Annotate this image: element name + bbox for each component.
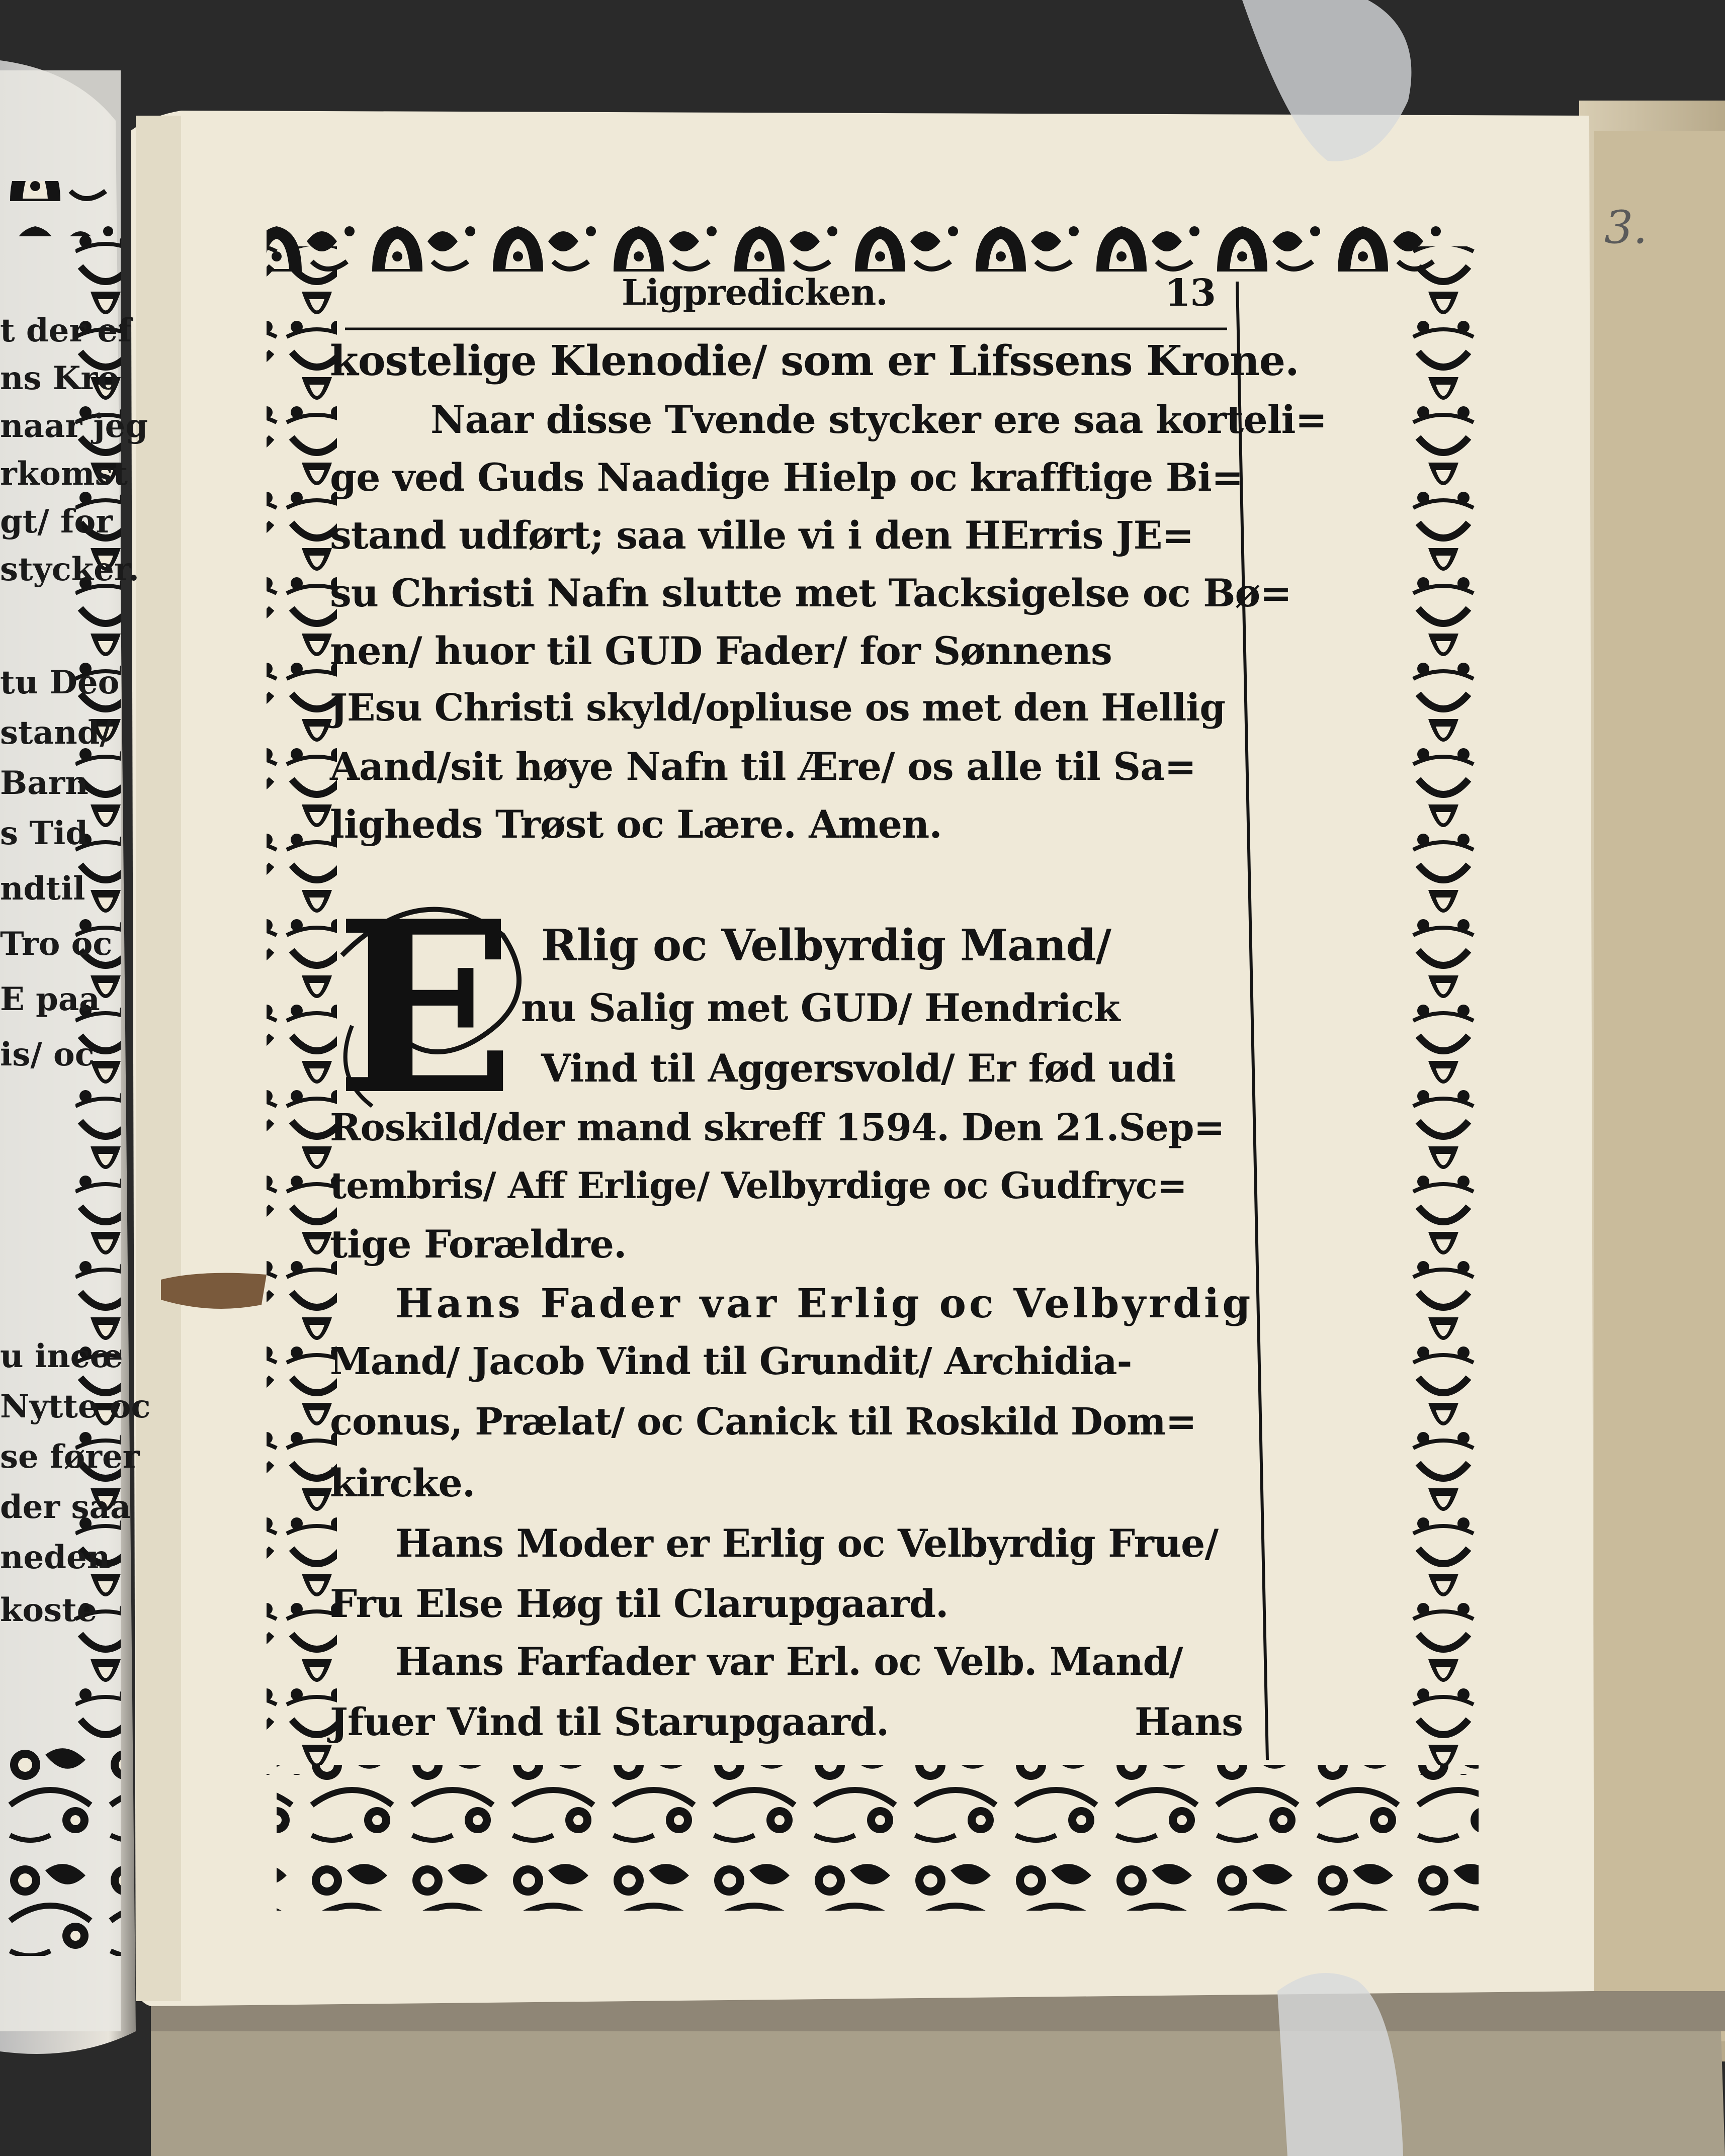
text-line: Jfuer Vind til Starupgaard.: [330, 1699, 889, 1744]
drop-cap: E: [335, 869, 515, 1147]
text-line: nen/ huor til GUD Fader/ for Sønnens: [330, 628, 1112, 673]
left-page-text: [0, 312, 151, 1820]
catchword: Hans: [1135, 1699, 1243, 1744]
left-line: Tro oc: [0, 925, 113, 963]
text-line: Naar disse Tvende stycker ere saa korteli=: [430, 397, 1327, 442]
text-line: stand udført; saa ville vi i den HErris JE=: [330, 513, 1194, 558]
text-line: Aand/sit høye Nafn til Ære/ os alle til Sa=: [330, 744, 1196, 789]
page-number: 13: [1165, 272, 1216, 315]
left-line: neden: [0, 1539, 111, 1576]
left-line: stycker.: [0, 551, 139, 588]
text-line: tige Forældre.: [330, 1222, 627, 1267]
left-line: gt/ for: [0, 503, 113, 541]
left-line: tu Deo: [0, 664, 120, 701]
text-line: Roskild/der mand skreff 1594. Den 21.Sep=: [330, 1106, 1225, 1149]
left-line: naar jeg: [0, 407, 148, 445]
text-line: nu Salig met GUD/ Hendrick: [521, 985, 1120, 1030]
left-line: t der ef: [0, 312, 132, 349]
left-line: ndtil: [0, 870, 85, 908]
text-line: Rlig oc Velbyrdig Mand/: [541, 920, 1111, 971]
left-line: se fører: [0, 1438, 140, 1476]
text-line: Mand/ Jacob Vind til Grundit/ Archidia-: [330, 1340, 1132, 1383]
left-line: rkomst: [0, 455, 128, 493]
text-line: kircke.: [330, 1461, 475, 1505]
margin-note: 3.: [1604, 201, 1648, 254]
left-line: E paa: [0, 980, 100, 1018]
text-line: ge ved Guds Naadige Hielp oc krafftige Bi=: [330, 455, 1243, 500]
text-line: tembris/ Aff Erlige/ Velbyrdige oc Gudfryc=: [330, 1164, 1187, 1207]
text-line: Hans Farfader var Erl. oc Velb. Mand/: [395, 1639, 1183, 1684]
left-line: koste: [0, 1591, 98, 1629]
text-line: Hans Moder er Erlig oc Velbyrdig Frue/: [395, 1521, 1219, 1566]
text-line: Fru Else Høg til Clarupgaard.: [330, 1581, 948, 1626]
left-line: u incœ: [0, 1337, 123, 1375]
text-line: Hans Fader var Erlig oc Velbyrdig: [395, 1280, 1254, 1327]
left-line: stand/: [0, 714, 112, 752]
text-line: Vind til Aggersvold/ Er fød udi: [541, 1046, 1176, 1091]
right-page-text: [330, 251, 1327, 1760]
left-line: Nytte oc: [0, 1388, 151, 1425]
text-line: ligheds Trøst oc Lære. Amen.: [330, 802, 942, 847]
text-line: su Christi Nafn slutte met Tacksigelse oc Bø=: [330, 571, 1291, 615]
running-head: Ligpredicken.: [622, 272, 888, 313]
left-line: ns Kro: [0, 360, 119, 397]
left-line: Barn: [0, 764, 89, 802]
left-line: der saa: [0, 1488, 131, 1526]
text-line: kostelige Klenodie/ som er Lifssens Krone.: [330, 337, 1299, 385]
left-line: is/ oc: [0, 1036, 95, 1073]
text-line: conus, Prælat/ oc Canick til Roskild Dom=: [330, 1400, 1196, 1444]
left-line: s Tid: [0, 815, 88, 852]
text-line: JEsu Christi skyld/opliuse os met den Hellig: [330, 686, 1226, 730]
